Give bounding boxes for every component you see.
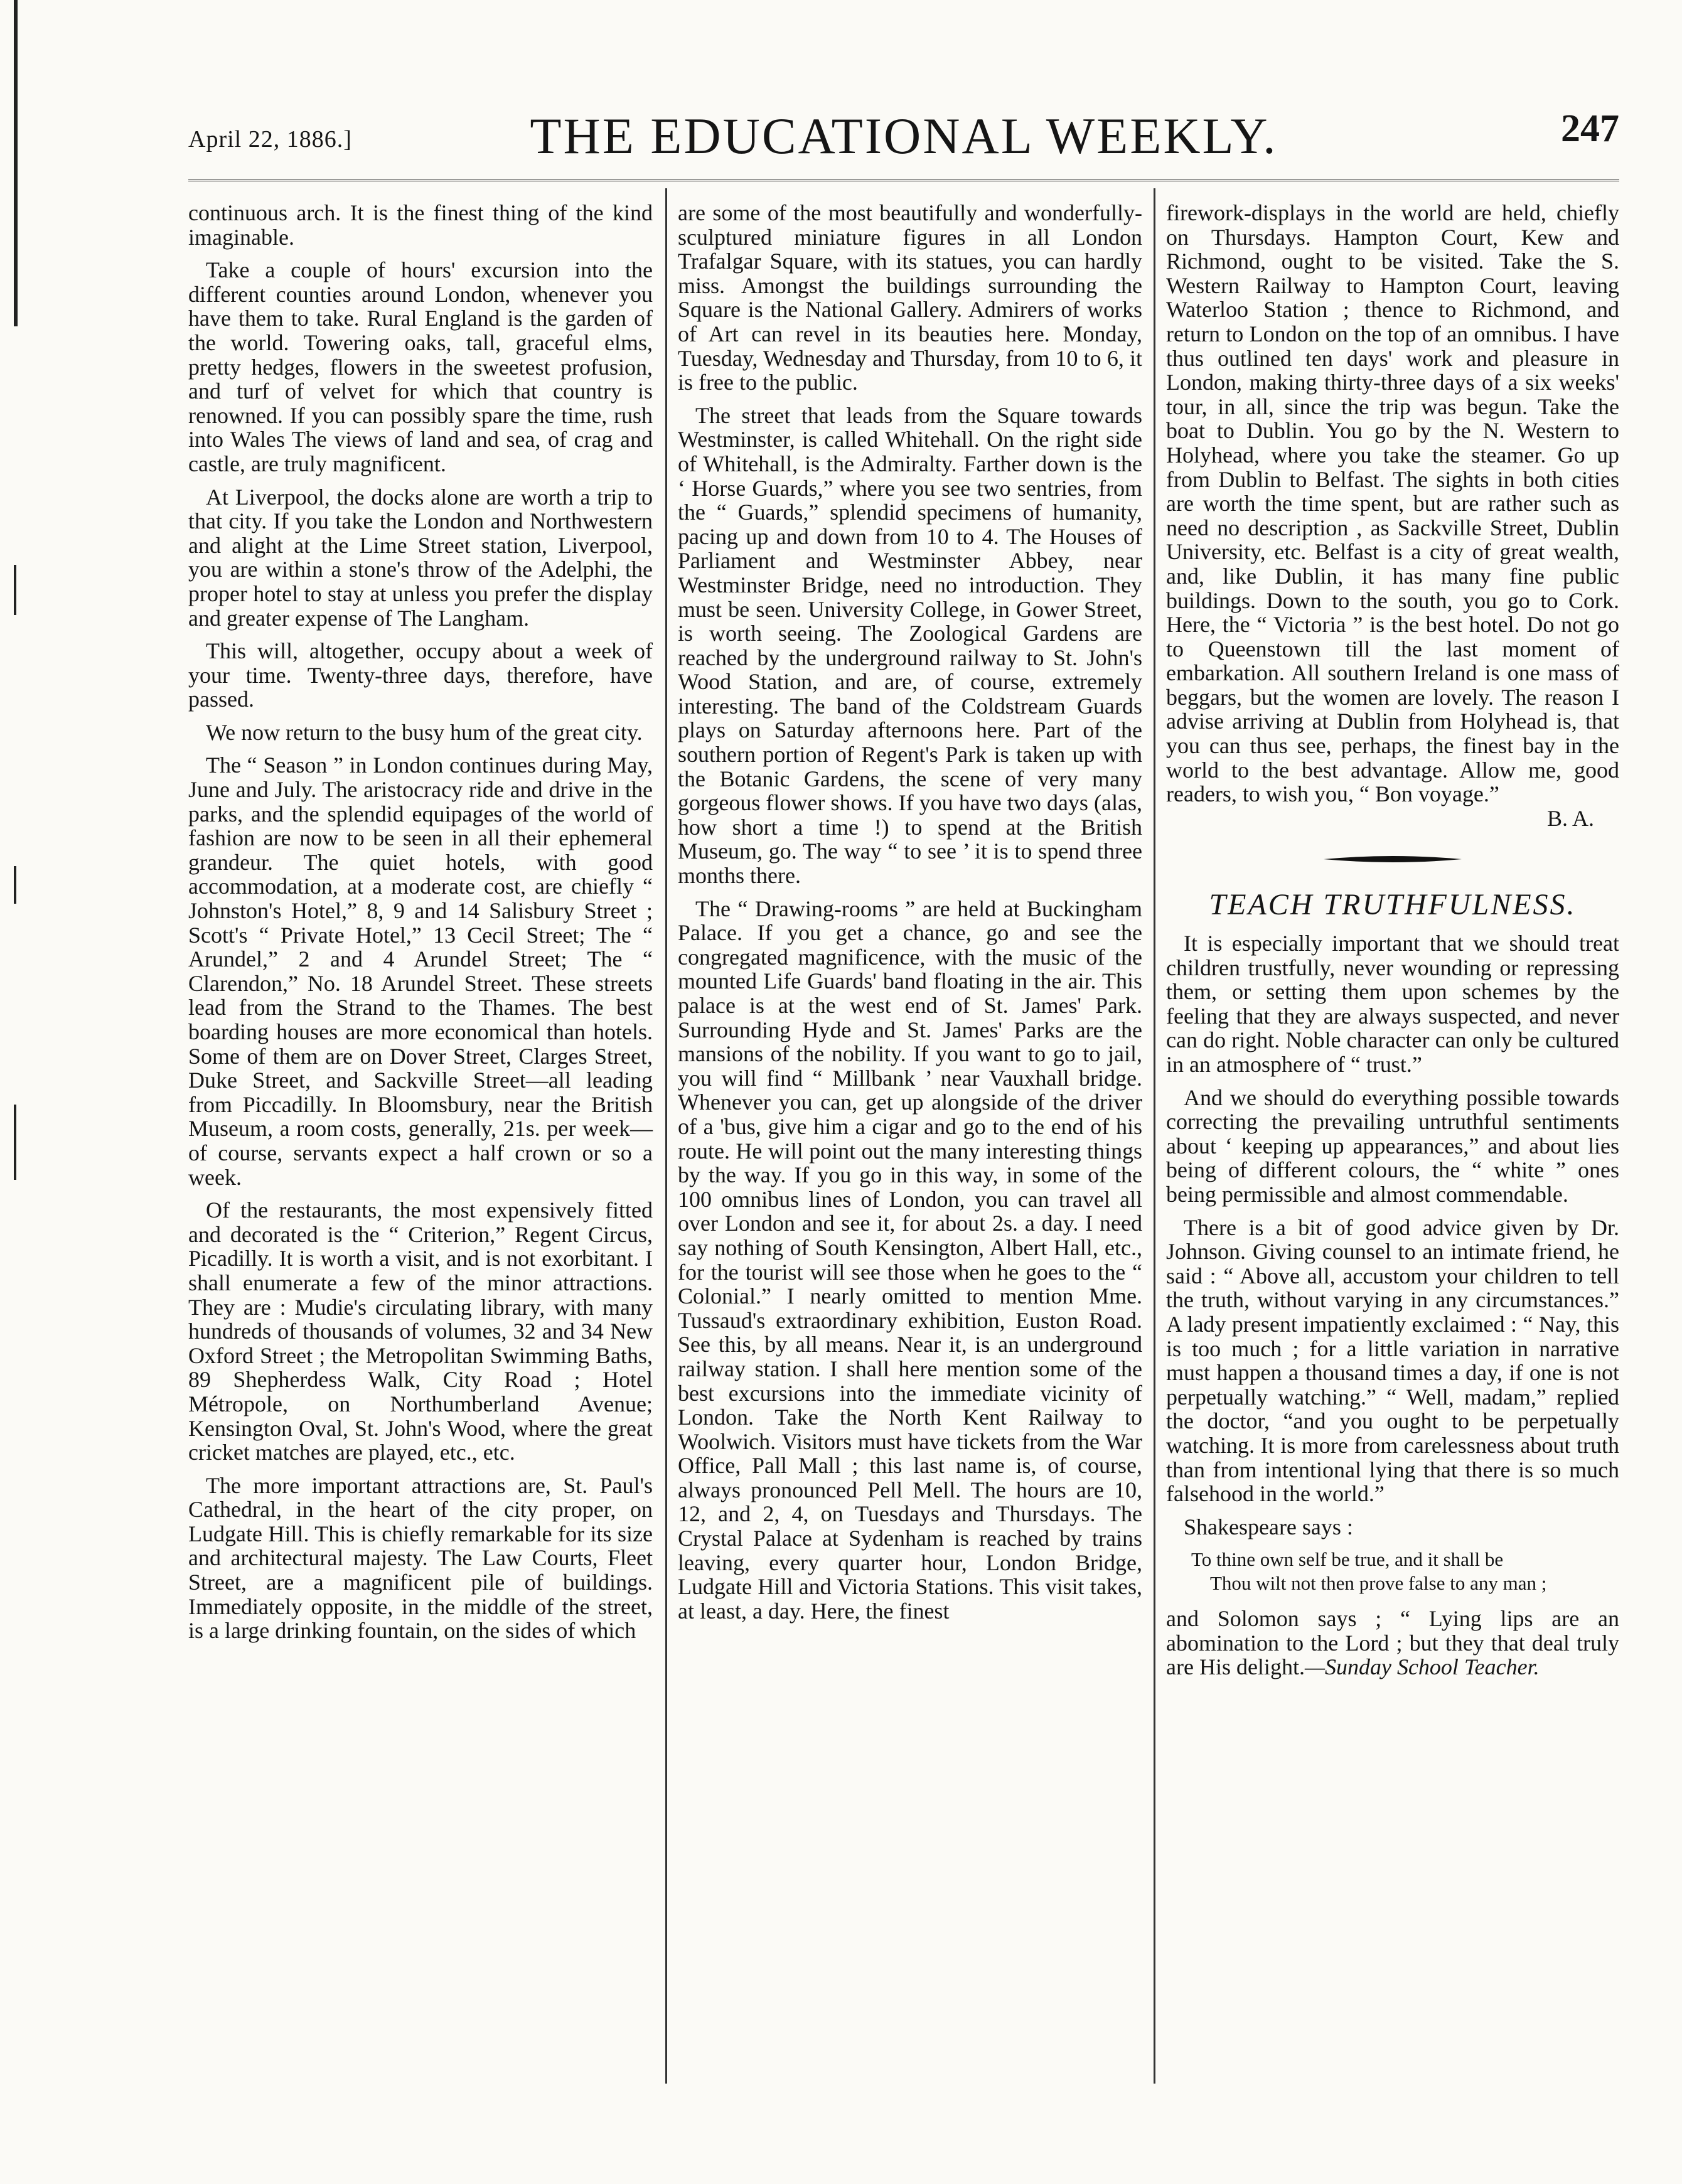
page-header [188,107,1619,176]
paragraph: The “ Season ” in London continues during May, June and July. The aristocracy ride and drive in the parks, and the splendid equipages of the world of fashion are now to be seen in all their ephemeral grandeur. The quiet hotels, with good accommodation, at a moderate cost, are chiefly “ Johnston's Hotel,” 8, 9 and 14 Salisbury Street ; Scott's “ Private Hotel,” 13 Cecil Street; The “ Arundel,” 2 and 4 Arundel Street; The “ Clarendon,” No. 18 Arundel Street. These streets lead from the Strand to the Thames. The best boarding houses are more economical than hotels. Some of them are on Dover Street, Clarges Street, Duke Street, and Sackville Street—all leading from Piccadilly. In Bloomsbury, near the British Museum, a room costs, generally, 21s. per week—of course, servants expect a half crown or so a week. [188,752,653,1190]
paragraph: Take a couple of hours' excursion into the different counties around London, whenever you have them to take. Rural England is the garden of the world. Towering oaks, tall, graceful elms, pretty hedges, flowers in the sweetest profusion, and turf of velvet for which that country is renowned. If you can possibly spare the time, rush into Wales The views of land and sea, of crag and castle, are truly magnificent. [188,257,653,476]
paragraph: firework-displays in the world are held, chiefly on Thursdays. Hampton Court, Kew and Richmond, ought to be visited. Take the S. Western Railway to Hampton Court, leaving Waterloo Station ; thence to Richmond, and return to London on the top of an omnibus. I have thus outlined ten days' work and pleasure in London, making thirty-three days of a six weeks' tour, in all, since the trip was begun. Take the boat to Dublin. You go by the N. Western to Holyhead, where you take the steamer. Go up from Dublin to Belfast. The sights in both cities are worth the time spent, but are rather such as need no description , as Sackville Street, Dublin University, etc. Belfast is a city of great wealth, and, like Dublin, it has many fine public buildings. Down to the south, you go to Cork. Here, the “ Victoria ” is the best hotel. Do not go to Queenstown till the last moment of embarkation. All southern Ireland is one mass of beggars, but the women are lovely. The reason I advise arriving at Dublin from Holyhead is, that you can thus see, perhaps, the finest bay in the world to the best advantage. Allow me, good readers, to wish you, “ Bon voyage.” [1166,200,1619,807]
scan-edge-mark [14,0,18,326]
source-credit: —Sunday School Teacher. [1304,1654,1540,1680]
scan-edge-mark [14,565,16,615]
section-ornament [1324,854,1462,864]
column-divider [1154,188,1155,2084]
paragraph-text: and Solomon says ; “ Lying lips are an abomination to the Lord ; but they that deal truly are His delight. [1166,1606,1619,1680]
paragraph: Of the restaurants, the most expensively fitted and decorated is the “ Criterion,” Regent Circus, Picadilly. It is worth a visit, and is not exorbitant. I shall enumerate a few of the minor attractions. They are : Mudie's circulating library, with many hundreds of thousands of volumes, 32 and 34 New Oxford Street ; the Metropolitan Swimming Baths, 89 Shepherdess Walk, City Road ; Hotel Métropole, on Northumberland Avenue; Kensington Oval, St. John's Wood, where the great cricket matches are played, etc., etc. [188,1197,653,1465]
quoted-verse [1191,1548,1619,1595]
column-3 [1166,201,1619,1688]
author-signature: B. A. [1546,805,1594,831]
verse-line: Thou wilt not then prove false to any man ; [1210,1572,1547,1595]
scan-edge-mark [14,866,16,904]
paragraph: There is a bit of good advice given by Dr. Johnson. Giving counsel to an intimate friend, he said : “ Above all, accustom your children to tell the truth, without varying in any circumstances.” A lady present impatiently exclaimed : “ Nay, this is too much ; for a little variation in narrative must happen a thousand times a day, if one is not perpetually watching.” “ Well, madam,” replied the doctor, “and you ought to be perpetually watching. It is more from carelessness about truth than from intentional lying that there is so much falsehood in the world.” [1166,1214,1619,1507]
article-title: TEACH TRUTHFULNESS. [1209,888,1577,922]
paragraph: The “ Drawing-rooms ” are held at Buckingham Palace. If you get a chance, go and see the congregated magnificence, with the music of the mounted Life Guards' band floating in the air. This palace is at the west end of St. James' Park. Surrounding Hyde and St. James' Parks are the mansions of the nobility. If you want to go to jail, you will find “ Millbank ’ near Vauxhall bridge. Whenever you can, get up alongside of the driver of a 'bus, give him a cigar and go to the end of his route. He will point out the many interesting things by the way. If you go in this way, in some of the 100 omnibus lines of London, you can travel all over London and see it, for about 2s. a day. I need say nothing of South Kensington, Albert Hall, etc., for the tourist will see those when he goes to the “ Colonial.” I nearly omitted to mention Mme. Tussaud's extraordinary exhibition, Euston Road. See this, by all means. Near it, is an underground railway station. I shall here mention some of the best excursions into the immediate vicinity of London. Take the North Kent Railway to Woolwich. Visitors must have tickets from the War Office, Pall Mall ; this last name is, of course, always pronounced Pell Mell. The hours are 10, 12, and 2, 4, on Tuesdays and Thursdays. The Crystal Palace at Sydenham is reached by trains leaving, every quarter hour, London Bridge, Ludgate Hill and Victoria Stations. This visit takes, at least, a day. Here, the finest [678,896,1142,1624]
paragraph: This will, altogether, occupy about a week of your time. Twenty-three days, therefore, have passed. [188,638,653,712]
column-2 [678,201,1142,1632]
page-number: 247 [1561,107,1619,150]
paragraph: At Liverpool, the docks alone are worth a trip to that city. If you take the London and Northwestern and alight at the Lime Street station, Liverpool, you are within a stone's throw of the Adelphi, the proper hotel to stay at unless you prefer the display and greater expense of The Langham. [188,484,653,631]
paragraph: Shakespeare says : [1184,1514,1353,1539]
scan-edge-mark [14,1105,16,1180]
paragraph: And we should do everything possible towards correcting the prevailing untruthful sentiments about ‘ keeping up appearances,” and about lies being of different colours, the “ white ” ones being permissible and almost commendable. [1166,1084,1619,1207]
paragraph: The more important attractions are, St. Paul's Cathedral, in the heart of the city proper, on Ludgate Hill. This is chiefly remarkable for its size and architectural majesty. The Law Courts, Fleet Street, are a magnificent pile of buildings. Immediately opposite, in the middle of the street, is a large drinking fountain, on the sides of which [188,1472,653,1644]
paragraph: The street that leads from the Square towards Westminster, is called Whitehall. On the right side of Whitehall, is the Admiralty. Farther down is the ‘ Horse Guards,” where you see two sentries, from the “ Guards,” splendid specimens of humanity, pacing up and down from 10 to 4. The Houses of Parliament and Westminster Abbey, near Westminster Bridge, need no introduction. They must be seen. University College, in Gower Street, is worth seeing. The Zoological Gardens are reached by the underground railway to St. John's Wood Station, and are, of course, extremely interesting. The band of the Coldstream Guards plays on Saturday afternoons here. Part of the southern portion of Regent's Park is taken up with the Botanic Gardens, the scene of very many gorgeous flower shows. If you have two days (alas, how short a time !) to spend at the British Museum, go. The way “ to see ’ it is to spend three months there. [678,402,1142,889]
column-divider [665,188,667,2084]
paragraph [1166,1607,1619,1679]
paragraph: continuous arch. It is the finest thing of the kind imaginable. [188,200,653,250]
paragraph: We now return to the busy hum of the great city. [206,719,643,745]
issue-date: April 22, 1886.] [188,126,352,153]
column-1 [188,201,653,1652]
header-rule [188,179,1619,181]
masthead-title: THE EDUCATIONAL WEEKLY. [530,107,1278,164]
paragraph: are some of the most beautifully and wonderfully-sculptured miniature figures in all London Trafalgar Square, with its statues, you can hardly miss. Amongst the buildings surrounding the Square is the National Gallery. Admirers of works of Art can revel in its beauties here. Monday, Tuesday, Wednesday and Thursday, from 10 to 6, it is free to the public. [678,200,1142,395]
paragraph: It is especially important that we should treat children trustfully, never wounding or repressing them, or setting them upon schemes by the feeling that they are always suspected, and never can do right. Noble character can only be cultured in an atmosphere of “ trust.” [1166,931,1619,1077]
verse-line: To thine own self be true, and it shall be [1191,1548,1504,1571]
